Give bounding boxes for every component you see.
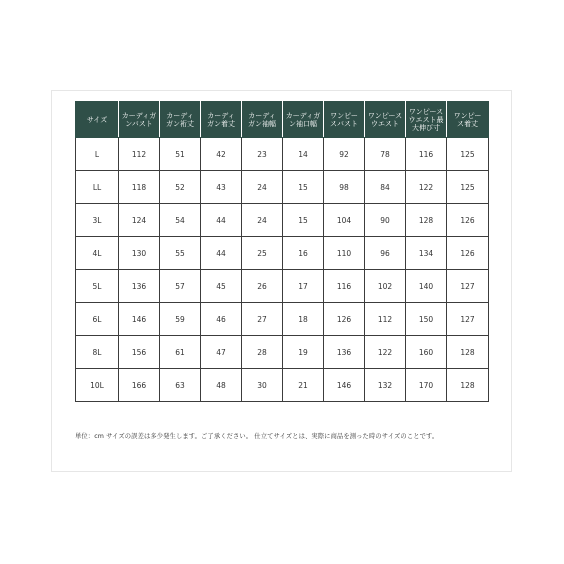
table-cell: 92 [324,138,365,171]
table-cell: 150 [406,303,447,336]
table-cell: 128 [406,204,447,237]
measurement-note: 単位：cm サイズの誤差は多少発生します。ご了承ください。 仕立てサイズとは、実際に商品を測った時のサイズのことです。 [75,433,439,440]
header-dress-bust: ワンピー スバスト [324,102,365,138]
table-cell: 23 [242,138,283,171]
table-cell: 127 [447,303,489,336]
table-cell: 59 [160,303,201,336]
table-cell: 4L [76,237,119,270]
table-cell: 126 [447,237,489,270]
table-cell: 104 [324,204,365,237]
table-cell: 48 [201,369,242,402]
table-row [76,138,489,171]
table-cell: 116 [324,270,365,303]
table-cell: L [76,138,119,171]
table-cell: 15 [283,171,324,204]
table-cell: 63 [160,369,201,402]
table-cell: 126 [324,303,365,336]
table-cell: 136 [119,270,160,303]
table-cell: 18 [283,303,324,336]
table-cell: 19 [283,336,324,369]
table-cell: LL [76,171,119,204]
table-cell: 43 [201,171,242,204]
table-cell: 6L [76,303,119,336]
table-cell: 52 [160,171,201,204]
table-cell: 128 [447,369,489,402]
table-cell: 30 [242,369,283,402]
table-cell: 55 [160,237,201,270]
table-cell: 57 [160,270,201,303]
table-cell: 98 [324,171,365,204]
table-cell: 10L [76,369,119,402]
table-row [76,270,489,303]
header-cardigan-length: カーディ ガン着丈 [201,102,242,138]
table-cell: 45 [201,270,242,303]
table-cell: 146 [324,369,365,402]
header-cardigan-bust: カーディガ ンバスト [119,102,160,138]
table-cell: 90 [365,204,406,237]
table-cell: 51 [160,138,201,171]
table-cell: 47 [201,336,242,369]
header-cardigan-sleeve-width: カーディ ガン袖幅 [242,102,283,138]
table-cell: 21 [283,369,324,402]
table-row [76,237,489,270]
table-cell: 110 [324,237,365,270]
table-cell: 122 [406,171,447,204]
table-row [76,171,489,204]
table-cell: 46 [201,303,242,336]
table-cell: 54 [160,204,201,237]
table-cell: 14 [283,138,324,171]
table-cell: 146 [119,303,160,336]
table-cell: 156 [119,336,160,369]
table-cell: 16 [283,237,324,270]
table-cell: 124 [119,204,160,237]
header-dress-waist: ワンピース ウエスト [365,102,406,138]
table-cell: 3L [76,204,119,237]
table-cell: 126 [447,204,489,237]
table-cell: 96 [365,237,406,270]
table-cell: 132 [365,369,406,402]
table-cell: 128 [447,336,489,369]
table-cell: 24 [242,204,283,237]
header-cardigan-yuki: カーディ ガン裄丈 [160,102,201,138]
table-cell: 118 [119,171,160,204]
table-cell: 160 [406,336,447,369]
table-row [76,336,489,369]
table-cell: 122 [365,336,406,369]
table-header-row [76,102,489,138]
table-cell: 125 [447,171,489,204]
table-cell: 112 [119,138,160,171]
table-cell: 170 [406,369,447,402]
table-cell: 61 [160,336,201,369]
table-cell: 112 [365,303,406,336]
table-cell: 28 [242,336,283,369]
table-cell: 24 [242,171,283,204]
table-cell: 134 [406,237,447,270]
size-table [75,101,489,402]
table-cell: 42 [201,138,242,171]
table-row [76,369,489,402]
table-cell: 44 [201,204,242,237]
table-cell: 102 [365,270,406,303]
table-cell: 25 [242,237,283,270]
table-cell: 166 [119,369,160,402]
table-cell: 136 [324,336,365,369]
table-cell: 84 [365,171,406,204]
table-cell: 44 [201,237,242,270]
table-row [76,204,489,237]
header-size: サイズ [76,102,119,138]
table-cell: 127 [447,270,489,303]
table-cell: 125 [447,138,489,171]
header-dress-length: ワンピー ス着丈 [447,102,489,138]
table-cell: 17 [283,270,324,303]
table-cell: 140 [406,270,447,303]
table-cell: 5L [76,270,119,303]
header-cardigan-cuff-width: カーディガ ン袖口幅 [283,102,324,138]
table-cell: 130 [119,237,160,270]
table-cell: 15 [283,204,324,237]
table-cell: 27 [242,303,283,336]
table-cell: 8L [76,336,119,369]
table-cell: 26 [242,270,283,303]
header-dress-waist-max: ワンピース ウエスト最 大伸び寸 [406,102,447,138]
table-row [76,303,489,336]
table-cell: 78 [365,138,406,171]
table-cell: 116 [406,138,447,171]
